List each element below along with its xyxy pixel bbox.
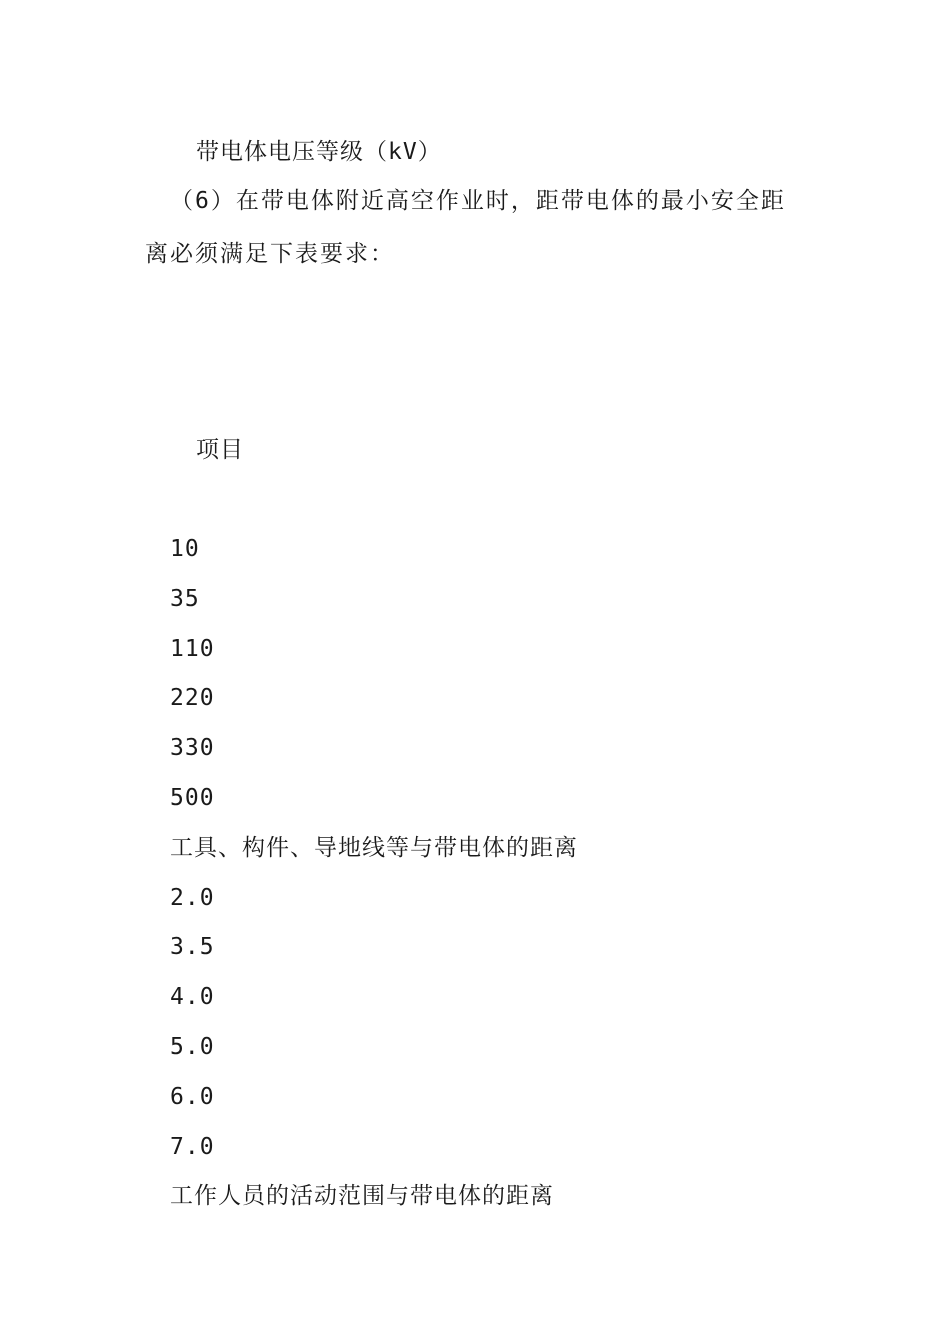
item-header: 项目	[196, 437, 244, 463]
voltage-value: 500	[170, 784, 215, 811]
row-label-tools-distance: 工具、构件、导地线等与带电体的距离	[170, 834, 578, 861]
paragraph-line-1: （6）在带电体附近高空作业时，距带电体的最小安全距	[170, 188, 786, 214]
distance-value: 2.0	[170, 884, 215, 911]
row-label-worker-distance: 工作人员的活动范围与带电体的距离	[170, 1183, 554, 1210]
voltage-value: 35	[170, 585, 200, 612]
distance-value: 3.5	[170, 934, 215, 961]
voltage-level-header: 带电体电压等级（kV）	[196, 139, 442, 165]
voltage-value: 330	[170, 735, 215, 762]
distance-value: 7.0	[170, 1133, 215, 1160]
voltage-value: 10	[170, 536, 200, 562]
paragraph-line-2: 离必须满足下表要求：	[145, 241, 395, 267]
voltage-value: 220	[170, 685, 215, 712]
table-flattened-content	[170, 534, 578, 1231]
distance-value: 5.0	[170, 1033, 215, 1060]
voltage-value: 110	[170, 635, 215, 662]
distance-value: 6.0	[170, 1083, 215, 1110]
distance-value: 4.0	[170, 984, 215, 1011]
